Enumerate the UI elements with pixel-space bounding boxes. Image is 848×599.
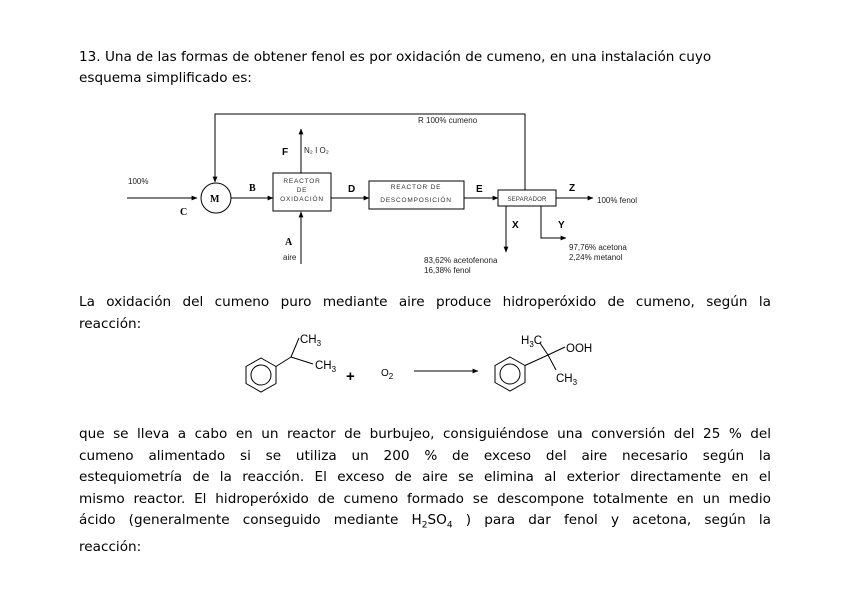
paragraph-oxidation: [79, 292, 771, 335]
stream-b-label: B: [249, 183, 256, 194]
decomposition-reactor-line-2: DESCOMPOSICIÓN: [380, 197, 452, 204]
y-composition-line-1: 97,76% acetona: [569, 243, 627, 252]
oxygen-molecule: $O_2$: [381, 368, 394, 381]
sulfuric-acid-formula: $H_2SO_4$: [411, 512, 453, 531]
paragraph-2-line-2: cumeno alimentado si se utiliza un 200 % de exceso del aire necesario según la: [79, 447, 771, 464]
reaction-structures: [246, 338, 565, 392]
title-line-2: esquema simplificado es:: [79, 69, 252, 86]
stream-a-label: A: [285, 237, 293, 248]
paragraph-2-line-4: mismo reactor. El hidroperóxido de cumeno formado se descompone totalmente en un medio: [79, 490, 771, 507]
product-ch3: $CH_3$: [556, 373, 578, 387]
oxidation-reactor-line-1: REACTOR: [283, 178, 321, 185]
paragraph-1-line-2: reacción:: [79, 315, 142, 332]
x-composition-line-1: 83,62% acetofenona: [424, 256, 498, 265]
title-line-1: 13. Una de las formas de obtener fenol es por oxidación de cumeno, en una instalación cuyo: [79, 49, 712, 65]
paragraph-2-line-3: estequiometría de la reacción. El exceso de aire se elimina al exterior directamente en el: [79, 469, 771, 485]
paragraph-1-line-1: La oxidación del cumeno puro mediante aire produce hidroperóxido de cumeno, según la: [79, 294, 771, 310]
stream-f-label: F: [282, 147, 289, 158]
product-h3c: $H_3C$: [521, 335, 543, 349]
stream-e-label: E: [476, 184, 483, 195]
stream-f-composition: N₂ I O₂: [304, 146, 329, 155]
plus-sign: +: [346, 368, 355, 385]
recycle-line: [215, 114, 525, 190]
stream-c-label: C: [180, 207, 188, 218]
oxidation-reactor-line-2: DE: [296, 187, 308, 194]
decomposition-reactor-line-1: REACTOR DE: [390, 184, 442, 191]
recycle-label: R 100% cumeno: [418, 116, 478, 125]
mixer-label: M: [210, 194, 220, 205]
product-ooh: OOH: [566, 343, 593, 355]
x-composition-line-2: 16,38% fenol: [424, 266, 471, 275]
paragraph-2-line-1: que se lleva a cabo en un reactor de burbujeo, consiguiéndose una conversión del 25 % del: [79, 426, 771, 442]
feed-percent: 100%: [128, 177, 149, 186]
stream-z-label: Z: [569, 183, 576, 194]
paragraph-2-line-5: ácido (generalmente conseguido mediante $H_2SO_4$ ) para dar fenol y acetona, según la: [79, 512, 771, 531]
stream-x-label: X: [512, 220, 519, 231]
stream-y-label: Y: [558, 220, 565, 231]
y-composition-line-2: 2,24% metanol: [569, 253, 623, 262]
paragraph-decomposition: [79, 424, 771, 559]
cumene-ch3-top: $CH_3$: [300, 334, 322, 348]
air-label: aire: [283, 253, 297, 262]
stream-d-label: D: [348, 184, 356, 195]
separator-label: SEPARADOR: [507, 197, 547, 203]
oxidation-reactor-line-3: OXIDACIÓN: [280, 196, 324, 203]
cumene-ch3-right: $CH_3$: [315, 360, 337, 374]
z-product-label: 100% fenol: [597, 196, 638, 205]
paragraph-2-line-6: reacción:: [79, 539, 142, 556]
